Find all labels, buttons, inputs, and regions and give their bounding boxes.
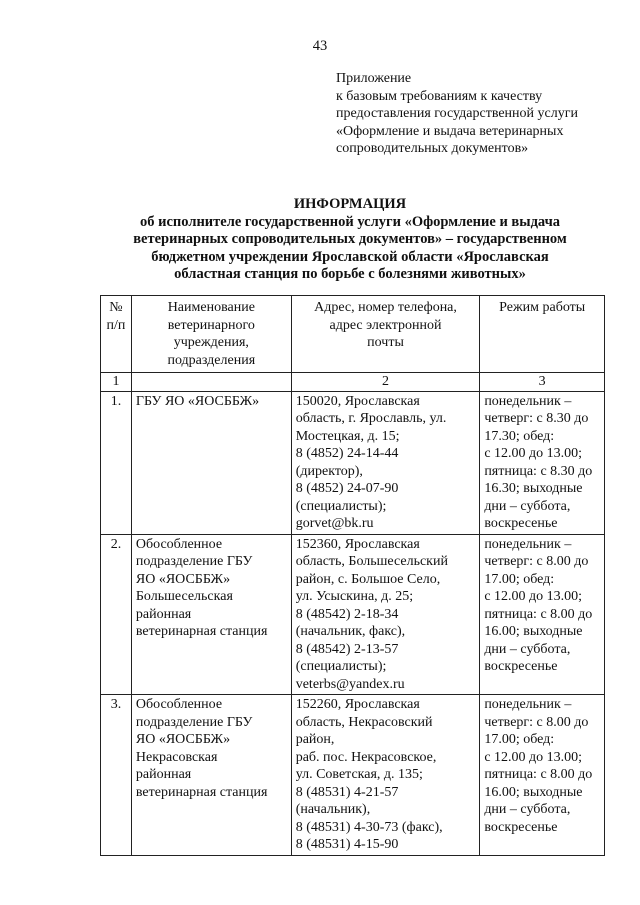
cell-line: подразделение ГБУ <box>135 714 253 730</box>
cell-line: 16.30; выходные <box>484 481 583 496</box>
cell-line: район, с. Большое Село, <box>295 571 441 587</box>
cell-line: ул. Усыскина, д. 25; <box>295 589 414 604</box>
header-name <box>131 296 291 373</box>
cell-line: четверг: с 8.00 до <box>484 554 589 569</box>
cell-line: 16.00; выходные <box>484 624 583 639</box>
table-header-row <box>101 296 605 373</box>
cell-line: воскресенье <box>484 516 558 531</box>
cell-line: пятница: с 8.00 до <box>484 767 593 782</box>
header-address <box>291 296 480 373</box>
cell-line: 152360, Ярославская <box>295 536 420 552</box>
cell-line: Обособленное <box>135 536 223 552</box>
cell-line: (специалисты); <box>295 498 387 514</box>
header-text: п/п <box>106 317 126 333</box>
cell-line: (директор), <box>295 463 363 479</box>
info-table <box>100 295 605 856</box>
row-address <box>291 534 480 695</box>
cell-line: понедельник – <box>484 536 572 552</box>
cell-line: ЯО «ЯОСББЖ» <box>135 571 231 587</box>
cell-line: 17.30; обед: <box>484 428 555 444</box>
header-text: Наименование <box>167 300 255 315</box>
title-line: об исполнителе государственной услуги «Оформление и выдача <box>139 213 561 230</box>
cell-line: ветеринарная станция <box>135 784 268 800</box>
cell-line: раб. пос. Некрасовское, <box>295 749 437 765</box>
cell-line: gorvet@bk.ru <box>295 516 374 531</box>
cell-line: четверг: с 8.30 до <box>484 411 589 426</box>
title-line: областная станция по борьбе с болезнями животных» <box>174 266 526 282</box>
appendix-line: к базовым требованиям к качеству <box>336 88 543 104</box>
header-text: адрес электронной <box>329 317 442 333</box>
cell-line: 16.00; выходные <box>484 784 583 800</box>
table-row <box>101 534 605 695</box>
cell-line: дни – суббота, <box>484 498 571 514</box>
cell-line: Обособленное <box>135 697 223 712</box>
cell-line: районная <box>135 767 192 782</box>
header-text: № <box>109 300 123 315</box>
cell-line: 150020, Ярославская <box>295 393 420 409</box>
cell-line: четверг: с 8.00 до <box>484 714 589 730</box>
row-number: 1. <box>101 391 132 534</box>
table-index-row <box>101 373 605 392</box>
row-number: 2. <box>101 534 132 695</box>
cell-line: ЯО «ЯОСББЖ» <box>135 732 231 747</box>
cell-line: 8 (4852) 24-07-90 <box>295 481 399 496</box>
page-number: 43 <box>312 38 328 54</box>
cell-line: ул. Советская, д. 135; <box>295 767 423 782</box>
title-line: бюджетном учреждении Ярославской области «Ярославская <box>151 248 549 265</box>
cell-line: с 12.00 до 13.00; <box>484 446 583 461</box>
header-text: Режим работы <box>499 300 586 315</box>
header-text: подразделения <box>167 352 256 368</box>
row-mode <box>480 391 605 534</box>
cell-line: 8 (4852) 24-14-44 <box>295 446 399 461</box>
cell-line: 152260, Ярославская <box>295 697 420 712</box>
cell-line: область, Большесельский <box>295 554 448 569</box>
appendix-line: Приложение <box>336 71 412 86</box>
appendix-block <box>336 70 578 158</box>
row-mode <box>480 534 605 695</box>
appendix-line: предоставления государственной услуги <box>336 106 578 121</box>
cell-line: подразделение ГБУ <box>135 554 253 569</box>
cell-line: 8 (48542) 2-18-34 <box>295 606 399 622</box>
cell-line: Мостецкая, д. 15; <box>295 428 400 444</box>
header-text: Адрес, номер телефона, <box>314 300 457 315</box>
header-text: ветеринарного <box>167 317 255 333</box>
cell-line: понедельник – <box>484 697 572 712</box>
cell-line: (специалисты); <box>295 659 387 674</box>
row-name <box>131 391 291 534</box>
index-cell: 1 <box>101 373 132 392</box>
cell-line: область, Некрасовский <box>295 714 433 730</box>
cell-line: (начальник, факс), <box>295 624 406 639</box>
cell-line: 8 (48542) 2-13-57 <box>295 641 399 657</box>
cell-line: Большесельская <box>135 589 233 604</box>
cell-line: Некрасовская <box>135 749 218 765</box>
index-cell-empty <box>131 373 291 392</box>
cell-line: с 12.00 до 13.00; <box>484 749 583 765</box>
table-body <box>101 391 605 855</box>
row-mode <box>480 695 605 856</box>
cell-line: 8 (48531) 4-30-73 (факс), <box>295 819 443 835</box>
cell-line: дни – суббота, <box>484 641 571 657</box>
cell-line: veterbs@yandex.ru <box>295 676 405 692</box>
table-row <box>101 391 605 534</box>
row-name <box>131 695 291 856</box>
cell-line: область, г. Ярославль, ул. <box>295 411 447 426</box>
title-line: ветеринарных сопроводительных документов» – государственном <box>133 231 567 247</box>
cell-line: ГБУ ЯО «ЯОСББЖ» <box>135 393 260 409</box>
appendix-line: «Оформление и выдача ветеринарных <box>336 123 564 139</box>
cell-line: понедельник – <box>484 393 572 409</box>
cell-line: 8 (48531) 4-21-57 <box>295 784 399 800</box>
header-mode <box>480 296 605 373</box>
cell-line: (начальник), <box>295 802 371 817</box>
cell-line: 8 (48531) 4-15-90 <box>295 837 399 852</box>
header-num <box>101 296 132 373</box>
header-text: почты <box>367 335 404 350</box>
cell-line: район, <box>295 732 335 747</box>
row-address <box>291 695 480 856</box>
cell-line: 17.00; обед: <box>484 732 555 747</box>
row-number: 3. <box>101 695 132 856</box>
cell-line: воскресенье <box>484 819 558 835</box>
row-address <box>291 391 480 534</box>
document-title <box>100 196 600 284</box>
index-cell: 2 <box>291 373 480 392</box>
index-cell: 3 <box>480 373 605 392</box>
cell-line: пятница: с 8.30 до <box>484 463 593 479</box>
cell-line: с 12.00 до 13.00; <box>484 589 583 604</box>
appendix-line: сопроводительных документов» <box>336 141 529 156</box>
cell-line: воскресенье <box>484 659 558 674</box>
cell-line: пятница: с 8.00 до <box>484 606 593 622</box>
cell-line: 17.00; обед: <box>484 571 555 587</box>
cell-line: дни – суббота, <box>484 802 571 817</box>
table-row <box>101 695 605 856</box>
cell-line: ветеринарная станция <box>135 624 268 639</box>
row-name <box>131 534 291 695</box>
title-heading: ИНФОРМАЦИЯ <box>293 196 407 212</box>
cell-line: районная <box>135 606 192 622</box>
header-text: учреждения, <box>173 335 249 350</box>
